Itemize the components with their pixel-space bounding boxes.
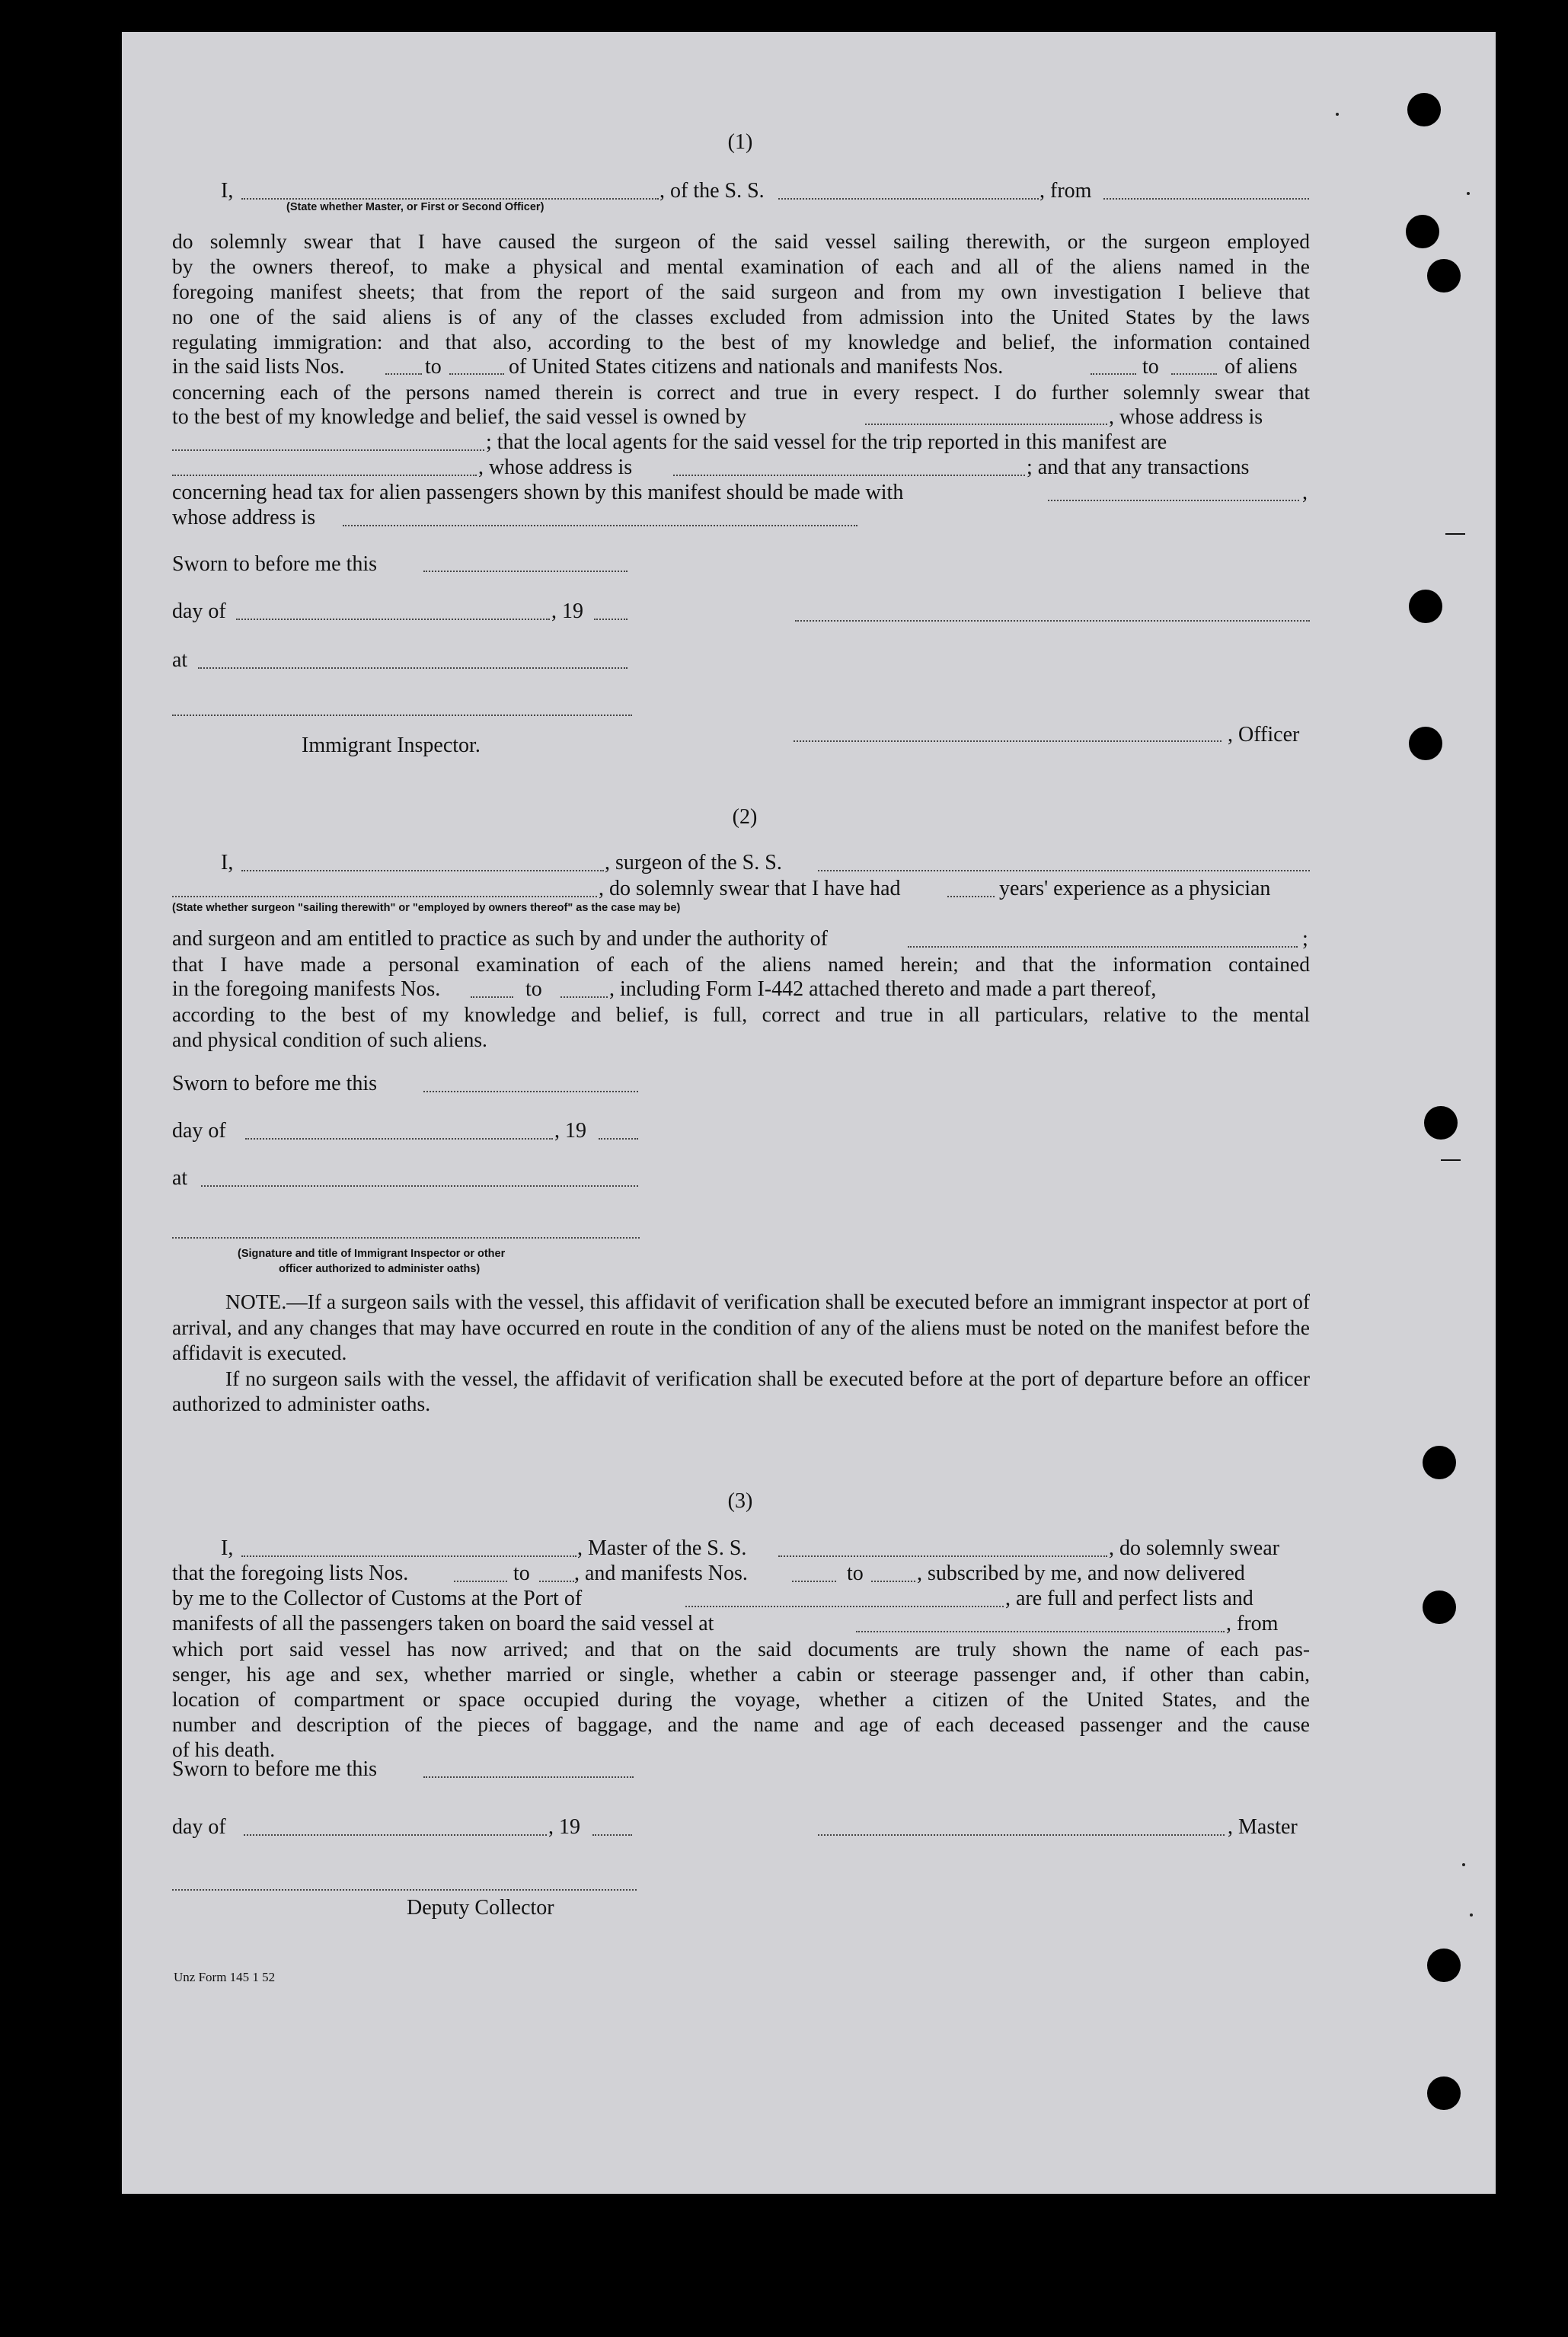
binder-hole bbox=[1427, 1949, 1461, 1982]
s1-month-field[interactable] bbox=[236, 619, 550, 620]
s3-lists-from-field[interactable] bbox=[454, 1581, 507, 1582]
s2-surgeon-of-ss: , surgeon of the S. S. bbox=[605, 851, 782, 874]
s2-line-7: and physical condition of such aliens. bbox=[172, 1028, 487, 1051]
s3-lists-a: that the foregoing lists Nos. bbox=[172, 1562, 409, 1585]
s3-line-7: location of compartment or space occupied during the voyage, whether a citizen of the United States, and the bbox=[172, 1687, 1310, 1711]
s3-vessel-at-field[interactable] bbox=[856, 1631, 1225, 1632]
form-number: Unz Form 145 1 52 bbox=[174, 1970, 276, 1984]
s2-note bbox=[172, 1289, 1310, 1417]
speck bbox=[1462, 1863, 1465, 1866]
s3-lists-c: , and manifests Nos. bbox=[574, 1562, 748, 1585]
s2-surgeon-name-field[interactable] bbox=[172, 896, 597, 897]
s1-officer-label: , Officer bbox=[1228, 723, 1300, 746]
s2-authority-a: and surgeon and am entitled to practice as such by and under the authority of bbox=[172, 927, 828, 951]
s3-sworn-date-field[interactable] bbox=[423, 1776, 634, 1778]
binder-hole bbox=[1423, 1446, 1456, 1479]
s3-master-signature-field[interactable] bbox=[818, 1834, 1225, 1836]
s1-officer-note: (State whether Master, or First or Second Officer) bbox=[286, 201, 544, 213]
s1-headtax-b: , bbox=[1302, 481, 1308, 504]
s1-agents-address-field[interactable] bbox=[673, 475, 1025, 476]
s3-line-8: number and description of the pieces of baggage, and the name and age of each deceased passenger and the cause bbox=[172, 1712, 1310, 1736]
s2-i: I, bbox=[221, 851, 234, 874]
binder-hole bbox=[1409, 590, 1442, 623]
s1-vessel-name-field[interactable] bbox=[778, 198, 1039, 200]
section-1-number: (1) bbox=[727, 130, 753, 154]
s3-master-name-field[interactable] bbox=[241, 1555, 576, 1557]
s2-inspector-signature-field[interactable] bbox=[172, 1237, 640, 1239]
margin-mark bbox=[1445, 533, 1465, 535]
s3-deputy-signature-field[interactable] bbox=[172, 1889, 637, 1891]
s2-manifest-c: , including Form I-442 attached thereto and made a part thereof, bbox=[609, 977, 1157, 1001]
s1-line-4: no one of the said aliens is of any of the classes excluded from admission into the United States by the laws bbox=[172, 305, 1310, 328]
s2-manifest-to-field[interactable] bbox=[560, 996, 608, 998]
s1-year-field[interactable] bbox=[594, 619, 628, 620]
s1-agents-field[interactable] bbox=[172, 475, 477, 476]
s3-vessel-at-b: , from bbox=[1226, 1612, 1279, 1635]
s1-officer-signature-field[interactable] bbox=[795, 620, 1310, 622]
binder-hole bbox=[1427, 2076, 1461, 2110]
s2-surgeon-status-field[interactable] bbox=[241, 870, 604, 871]
s1-headtax-a: concerning head tax for alien passengers shown by this manifest should be made with bbox=[172, 481, 904, 504]
s1-address-a: , whose address is bbox=[478, 456, 633, 479]
s3-year-field[interactable] bbox=[592, 1834, 632, 1836]
s3-line-5: which port said vessel has now arrived; and that on the said documents are truly shown the name of each pas- bbox=[172, 1637, 1310, 1661]
s2-sig-note-1: (Signature and title of Immigrant Inspector or other bbox=[238, 1248, 506, 1260]
document-page bbox=[122, 32, 1496, 2194]
s2-year-field[interactable] bbox=[599, 1138, 638, 1140]
s3-master-of-ss: , Master of the S. S. bbox=[577, 1536, 747, 1560]
manifest-affidavit-form bbox=[122, 32, 1496, 2194]
s1-lists-e: of aliens bbox=[1225, 355, 1298, 379]
s1-owner-field[interactable] bbox=[865, 424, 1107, 425]
s2-authority-b: ; bbox=[1302, 927, 1308, 951]
s2-19: , 19 bbox=[554, 1119, 586, 1143]
s2-manifest-b: to bbox=[525, 977, 542, 1001]
s1-lists-to-field[interactable] bbox=[449, 373, 504, 375]
s1-lists-a: in the said lists Nos. bbox=[172, 355, 345, 379]
s2-note-paragraph-1: NOTE.—If a surgeon sails with the vessel, this affidavit of verification shall be executed before an immigrant inspector at port of arrival, and any changes that may have occurred en route in the condition of any of the aliens must be noted on the manifest before the affidavit is executed. bbox=[172, 1290, 1310, 1364]
s1-line-3: foregoing manifest sheets; that from the report of the said surgeon and from my own investigation I believe that bbox=[172, 280, 1310, 303]
speck bbox=[1470, 1913, 1473, 1917]
s3-lists-to-field[interactable] bbox=[539, 1581, 574, 1582]
s1-headtax-address-field[interactable] bbox=[343, 525, 857, 526]
binder-hole bbox=[1406, 215, 1439, 248]
s1-from: , from bbox=[1039, 179, 1092, 203]
speck bbox=[1336, 113, 1339, 116]
s2-vessel-name-field[interactable] bbox=[818, 870, 1310, 871]
s2-years-label: years' experience as a physician bbox=[999, 877, 1271, 900]
s2-dayof: day of bbox=[172, 1119, 226, 1143]
binder-hole bbox=[1409, 727, 1442, 760]
binder-hole bbox=[1407, 93, 1441, 126]
s2-swear: , do solemnly swear that I have had bbox=[599, 877, 901, 900]
s1-dayof: day of bbox=[172, 599, 226, 623]
s1-19: , 19 bbox=[551, 599, 583, 623]
s3-sworn: Sworn to before me this bbox=[172, 1757, 378, 1781]
s1-headtax-field[interactable] bbox=[1048, 500, 1299, 501]
margin-mark bbox=[1441, 1159, 1461, 1161]
s2-sworn-date-field[interactable] bbox=[423, 1091, 638, 1092]
s3-manifests-to-field[interactable] bbox=[871, 1581, 915, 1582]
s3-port-b: , are full and perfect lists and bbox=[1005, 1587, 1253, 1610]
s1-lists-b: to bbox=[425, 355, 442, 379]
s2-years-field[interactable] bbox=[947, 896, 995, 897]
s1-lists-d: to bbox=[1142, 355, 1159, 379]
section-2-number: (2) bbox=[732, 805, 758, 829]
s1-line-1: do solemnly swear that I have caused the surgeon of the said vessel sailing therewith, or the surgeon employed bbox=[172, 229, 1310, 253]
s1-line-2: by the owners thereof, to make a physical and mental examination of each and all of the aliens named in the bbox=[172, 254, 1310, 278]
s1-inspector-label: Immigrant Inspector. bbox=[302, 734, 481, 757]
s1-from-port-field[interactable] bbox=[1103, 198, 1309, 200]
binder-hole bbox=[1424, 1106, 1458, 1140]
s1-manifests-from-field[interactable] bbox=[1091, 373, 1136, 375]
s3-vessel-name-field[interactable] bbox=[778, 1555, 1107, 1557]
s3-lists-d: to bbox=[847, 1562, 864, 1585]
s2-line-6: according to the best of my knowledge and belief, is full, correct and true in all particulars, relative to the mental bbox=[172, 1002, 1310, 1026]
s1-officer-name-field[interactable] bbox=[241, 198, 659, 200]
s3-dayof: day of bbox=[172, 1815, 226, 1839]
s2-month-field[interactable] bbox=[245, 1138, 553, 1140]
s3-port-a: by me to the Collector of Customs at the Port of bbox=[172, 1587, 583, 1610]
s3-master-label: , Master bbox=[1228, 1815, 1298, 1839]
s2-at: at bbox=[172, 1166, 188, 1190]
s1-sworn: Sworn to before me this bbox=[172, 552, 378, 576]
s2-line-4: that I have made a personal examination of each of the aliens named herein; and that the information contained bbox=[172, 952, 1310, 976]
s3-port-field[interactable] bbox=[685, 1606, 1004, 1607]
s1-of-ss: , of the S. S. bbox=[659, 179, 765, 203]
s1-address-b: ; and that any transactions bbox=[1027, 456, 1250, 479]
s1-i: I, bbox=[221, 179, 234, 203]
s3-vessel-at-a: manifests of all the passengers taken on board the said vessel at bbox=[172, 1612, 714, 1635]
s1-owned-b: , whose address is bbox=[1109, 405, 1263, 429]
s1-at: at bbox=[172, 648, 188, 672]
s3-line-9: of his death. bbox=[172, 1738, 276, 1761]
s3-lists-b: to bbox=[513, 1562, 530, 1585]
s3-i: I, bbox=[221, 1536, 234, 1560]
s3-swear: , do solemnly swear bbox=[1109, 1536, 1279, 1560]
s1-sworn-date-field[interactable] bbox=[423, 571, 628, 572]
s1-line-7: concerning each of the persons named therein is correct and true in every respect. I do further solemnly swear that bbox=[172, 380, 1310, 404]
s1-owner-address-field[interactable] bbox=[172, 449, 484, 451]
s2-at-field[interactable] bbox=[201, 1185, 638, 1187]
binder-hole bbox=[1423, 1591, 1456, 1624]
s1-lists-c: of United States citizens and nationals and manifests Nos. bbox=[509, 355, 1004, 379]
speck bbox=[1467, 192, 1470, 195]
s3-month-field[interactable] bbox=[244, 1834, 547, 1836]
s1-owned-a: to the best of my knowledge and belief, the said vessel is owned by bbox=[172, 405, 747, 429]
s2-authority-field[interactable] bbox=[908, 946, 1298, 948]
s2-manifest-from-field[interactable] bbox=[471, 996, 513, 998]
s1-whose: whose address is bbox=[172, 506, 316, 529]
s2-sworn: Sworn to before me this bbox=[172, 1072, 378, 1095]
s3-lists-e: , subscribed by me, and now delivered bbox=[917, 1562, 1245, 1585]
binder-hole bbox=[1427, 259, 1461, 293]
s1-line-5: regulating immigration: and that also, according to the best of my knowledge and belief, the information contained bbox=[172, 330, 1310, 353]
section-3-number: (3) bbox=[727, 1489, 753, 1513]
s3-deputy-label: Deputy Collector bbox=[407, 1896, 554, 1920]
s3-manifests-from-field[interactable] bbox=[792, 1581, 836, 1582]
s3-19: , 19 bbox=[548, 1815, 580, 1839]
s1-lists-from-field[interactable] bbox=[385, 373, 422, 375]
s1-at-field[interactable] bbox=[198, 667, 628, 669]
s2-note-paragraph-2: If no surgeon sails with the vessel, the affidavit of verification shall be executed before at the port of departure before an officer authorized to administer oaths. bbox=[172, 1366, 1310, 1415]
s1-agents: ; that the local agents for the said vessel for the trip reported in this manifest are bbox=[486, 430, 1167, 454]
s1-manifests-to-field[interactable] bbox=[1171, 373, 1217, 375]
s2-surgeon-note: (State whether surgeon "sailing therewith" or "employed by owners thereof" as the case may be) bbox=[172, 902, 681, 914]
s3-line-6: senger, his age and sex, whether married or single, whether a cabin or steerage passenger and, if other than cabin, bbox=[172, 1662, 1310, 1686]
s1-inspector-signature-field[interactable] bbox=[172, 715, 632, 716]
s2-sig-note-2: officer authorized to administer oaths) bbox=[279, 1263, 481, 1275]
s1-officer-sign-field[interactable] bbox=[794, 740, 1222, 742]
s2-manifest-a: in the foregoing manifests Nos. bbox=[172, 977, 441, 1001]
